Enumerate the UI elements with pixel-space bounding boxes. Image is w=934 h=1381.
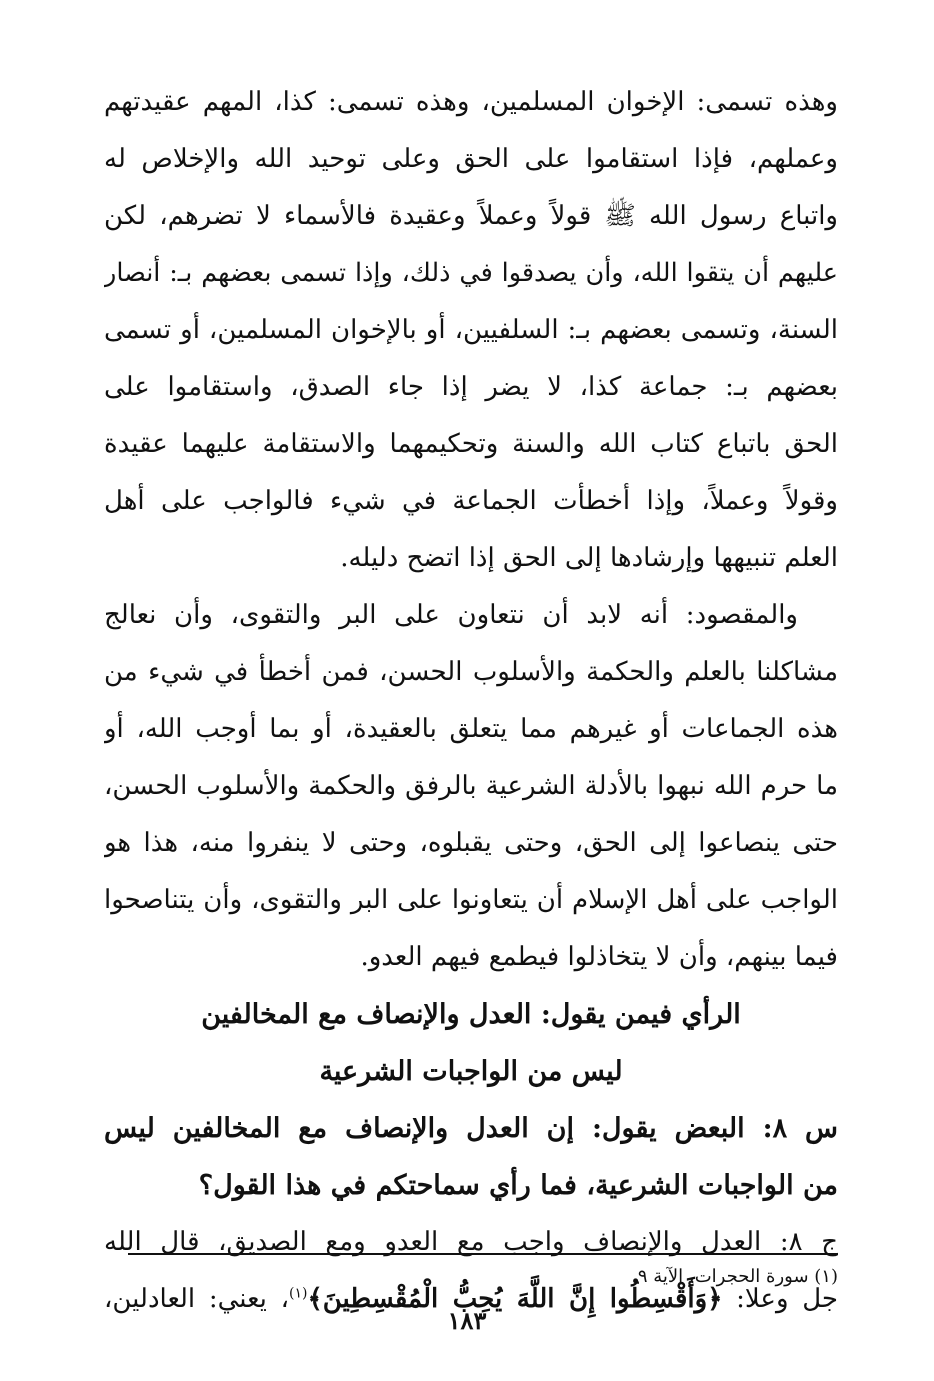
text-line: عليهم أن يتقوا الله، وأن يصدقوا في ذلك، وإذا تسمى بعضهم بـ: أنصار (104, 258, 838, 288)
paragraph (104, 587, 838, 986)
answer-text: ، يعني: العادلين، (104, 1284, 290, 1314)
text-line: وعملهم، فإذا استقاموا على الحق وعلى توحيد الله والإخلاص له (104, 144, 838, 174)
text-line: السنة، وتسمى بعضهم بـ: السلفيين، أو بالإخوان المسلمين، أو تسمى (104, 315, 838, 345)
text-line: ما حرم الله نبهوا بالأدلة الشرعية بالرفق والحكمة والأسلوب الحسن، (104, 771, 838, 801)
section-heading: ليس من الواجبات الشرعية (319, 1056, 623, 1087)
quran-verse: ﴿وَأَقْسِطُوا إِنَّ اللَّهَ يُحِبُّ الْمُقْسِطِينَ﴾ (307, 1284, 723, 1314)
text-line: والمقصود: أنه لابد أن نتعاون على البر والتقوى، وأن نعالج (104, 600, 798, 630)
section-heading: الرأي فيمن يقول: العدل والإنصاف مع المخالفين (201, 999, 741, 1030)
page-number: ١٨٣ (447, 1306, 487, 1335)
text-line: واتباع رسول الله ﷺ قولاً وعملاً وعقيدة فالأسماء لا تضرهم، لكن (104, 201, 838, 231)
text-line: وهذه تسمى: الإخوان المسلمين، وهذه تسمى: كذا، المهم عقيدتهم (104, 87, 838, 117)
paragraph (104, 74, 838, 587)
question-line: من الواجبات الشرعية، فما رأي سماحتكم في هذا القول؟ (198, 1170, 838, 1201)
footnote: (١) سورة الحجرات، الآية ٩. (632, 1266, 838, 1287)
question-block (104, 1100, 838, 1214)
text-line: العلم تنبيهها وإرشادها إلى الحق إذا اتضح دليله. (340, 543, 838, 573)
text-line: بعضهم بـ: جماعة كذا، لا يضر إذا جاء الصدق، واستقاموا على (104, 372, 838, 402)
footnote-reference[interactable]: (١) (289, 1285, 308, 1302)
page-body (104, 74, 838, 1328)
question-line: س ٨: البعض يقول: إن العدل والإنصاف مع المخالفين ليس (104, 1113, 838, 1144)
text-line: الحق باتباع كتاب الله والسنة وتحكيمهما والاستقامة عليهما عقيدة (104, 429, 838, 459)
answer-line: ج ٨: العدل والإنصاف واجب مع العدو ومع الصديق، قال الله (104, 1227, 838, 1257)
text-line: وقولاً وعملاً، وإذا أخطأت الجماعة في شيء فالواجب على أهل (104, 486, 838, 516)
text-line: الواجب على أهل الإسلام أن يتعاونوا على البر والتقوى، وأن يتناصحوا (104, 885, 838, 915)
text-line: مشاكلنا بالعلم والحكمة والأسلوب الحسن، فمن أخطأ في شيء من (104, 657, 838, 687)
text-line: هذه الجماعات أو غيرهم مما يتعلق بالعقيدة، أو بما أوجب الله، أو (104, 714, 838, 744)
text-line: فيما بينهم، وأن لا يتخاذلوا فيطمع فيهم العدو. (360, 942, 838, 972)
text-line: حتى ينصاعوا إلى الحق، وحتى يقبلوه، وحتى لا ينفروا منه، هذا هو (104, 828, 838, 858)
answer-text: جل وعلا: (722, 1284, 838, 1314)
footnote-divider (128, 1253, 838, 1255)
